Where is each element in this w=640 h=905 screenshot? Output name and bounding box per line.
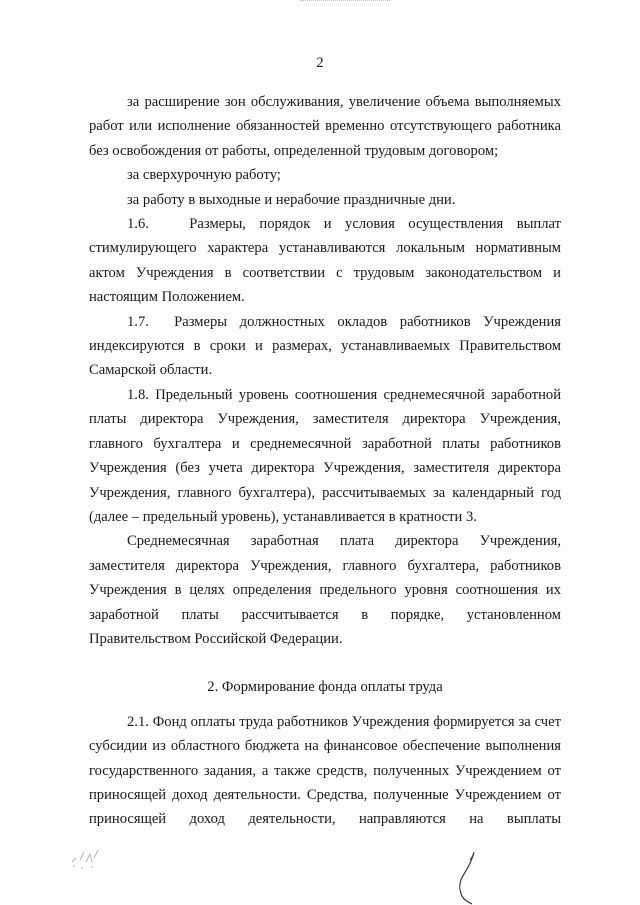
scan-top-marks xyxy=(300,0,390,4)
signature-mark xyxy=(448,850,488,905)
paragraph-2-1: 2.1. Фонд оплаты труда работников Учреждения формируется за счет субсидии из областного бюджета на финансовое обеспечение выполнения государственного задания, а также средств, полученных Учреждением от приносящей доход деятельности. Средства, полученные Учреждением от приносящей доход деятельности, направляются на выплаты xyxy=(89,713,561,828)
paragraph-1-6: 1.6. Размеры, порядок и условия осуществления выплат стимулирующего характера устанавливаются локальным нормативным актом Учреждения в соответствии с трудовым законодательством и настоящим Положением. xyxy=(89,216,561,306)
scan-artifact-mark xyxy=(62,832,112,872)
paragraph-1-7: 1.7. Размеры должностных окладов работников Учреждения индексируются в сроки и размерах, устанавливаемых Правительством Самарской области. xyxy=(89,313,561,379)
section-title: 2. Формирование фонда оплаты труда xyxy=(207,679,443,696)
paragraph-continuation: за расширение зон обслуживания, увеличение объема выполняемых работ или исполнение обязанностей временно отсутствующего работника без освобождения от работы, определенной трудовым договором; xyxy=(89,94,561,159)
paragraph-overtime: за сверхурочную работу; xyxy=(127,167,281,184)
paragraph-holidays: за работу в выходные и нерабочие праздничные дни. xyxy=(127,191,456,208)
paragraph-average-salary: Среднемесячная заработная плата директора Учреждения, заместителя директора Учреждения, главного бухгалтера, работников Учреждения в целях определения предельного уровня соотношения их заработной платы рассчитывается в порядке, установленном Правительством Российской Федерации. xyxy=(89,533,561,647)
document-body xyxy=(89,90,561,832)
page-number: 2 xyxy=(316,55,324,71)
paragraph-1-8: 1.8. Предельный уровень соотношения среднемесячной заработной платы директора Учреждения, заместителя директора Учреждения, главного бухгалтера и среднемесячной заработной платы работников Учреждения (без учета директора Учреждения, заместителя директора Учреждения, главного бухгалтера), рассчитываемых за календарный год (далее – предельный уровень), устанавливается в кратности 3. xyxy=(89,386,561,525)
